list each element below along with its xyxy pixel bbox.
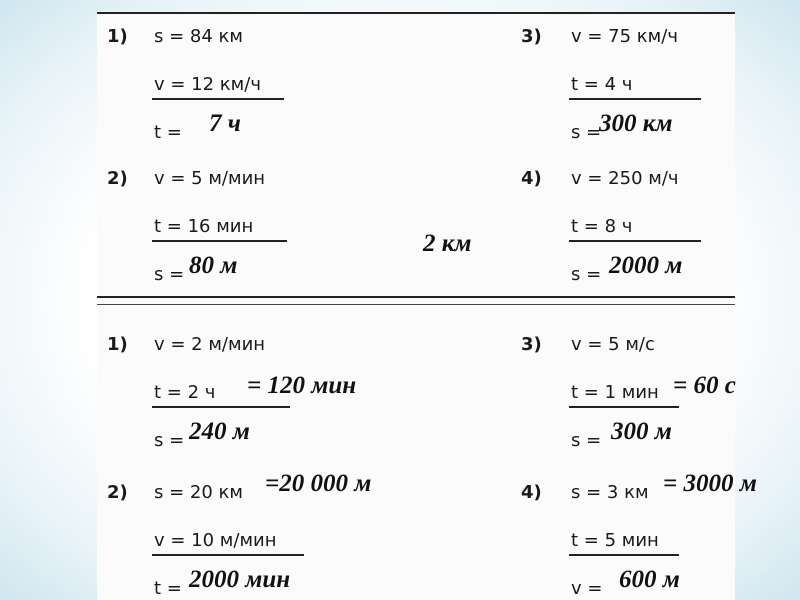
fraction-line <box>152 406 290 408</box>
worksheet <box>97 12 757 600</box>
given-distance: s = 3 км <box>571 482 649 503</box>
unknown-distance: s = <box>571 264 602 285</box>
handwritten-conversion: = 3000 м <box>663 470 757 497</box>
handwritten-note: 2 км <box>423 230 472 257</box>
handwritten-conversion: = 120 мин <box>247 372 357 399</box>
fraction-line <box>152 554 304 556</box>
problem-number: 4) <box>521 168 542 189</box>
given-time: t = 4 ч <box>571 74 633 95</box>
given-time: t = 2 ч <box>154 382 216 403</box>
handwritten-answer: 2000 м <box>609 252 683 279</box>
problem-number: 2) <box>107 482 128 503</box>
handwritten-answer: 80 м <box>189 252 238 279</box>
given-speed: v = 5 м/мин <box>154 168 266 189</box>
given-speed: v = 75 км/ч <box>571 26 678 47</box>
problem-number: 3) <box>521 26 542 47</box>
unknown-distance: s = <box>154 264 185 285</box>
unknown-distance: s = <box>571 430 602 451</box>
given-distance: s = 84 км <box>154 26 243 47</box>
problem-number: 3) <box>521 334 542 355</box>
given-speed: v = 2 м/мин <box>154 334 266 355</box>
given-time: t = 8 ч <box>571 216 633 237</box>
handwritten-answer: 600 м <box>619 566 680 593</box>
given-time: t = 16 мин <box>154 216 254 237</box>
fraction-line <box>569 406 679 408</box>
given-distance: s = 20 км <box>154 482 243 503</box>
unknown-time: t = <box>154 578 182 599</box>
unknown-speed: v = <box>571 578 603 599</box>
top-border <box>97 12 735 14</box>
problem-number: 1) <box>107 334 128 355</box>
handwritten-conversion: =20 000 м <box>265 470 372 497</box>
fraction-line <box>569 554 679 556</box>
problem-number: 2) <box>107 168 128 189</box>
handwritten-answer: 2000 мин <box>189 566 291 593</box>
given-time: t = 5 мин <box>571 530 659 551</box>
fraction-line <box>152 240 287 242</box>
problem-number: 4) <box>521 482 542 503</box>
unknown-time: t = <box>154 122 182 143</box>
given-speed: v = 10 м/мин <box>154 530 277 551</box>
section-divider-2 <box>97 304 735 305</box>
handwritten-answer: 300 м <box>611 418 672 445</box>
section-divider <box>97 296 735 298</box>
given-time: t = 1 мин <box>571 382 659 403</box>
unknown-distance: s = <box>571 122 602 143</box>
fraction-line <box>152 98 284 100</box>
fraction-line <box>569 98 701 100</box>
fraction-line <box>569 240 701 242</box>
given-speed: v = 5 м/с <box>571 334 655 355</box>
given-speed: v = 250 м/ч <box>571 168 679 189</box>
handwritten-conversion: = 60 с <box>673 372 736 399</box>
given-speed: v = 12 км/ч <box>154 74 261 95</box>
handwritten-answer: 300 км <box>599 110 673 137</box>
unknown-distance: s = <box>154 430 185 451</box>
handwritten-answer: 7 ч <box>209 110 241 137</box>
handwritten-answer: 240 м <box>189 418 250 445</box>
problem-number: 1) <box>107 26 128 47</box>
